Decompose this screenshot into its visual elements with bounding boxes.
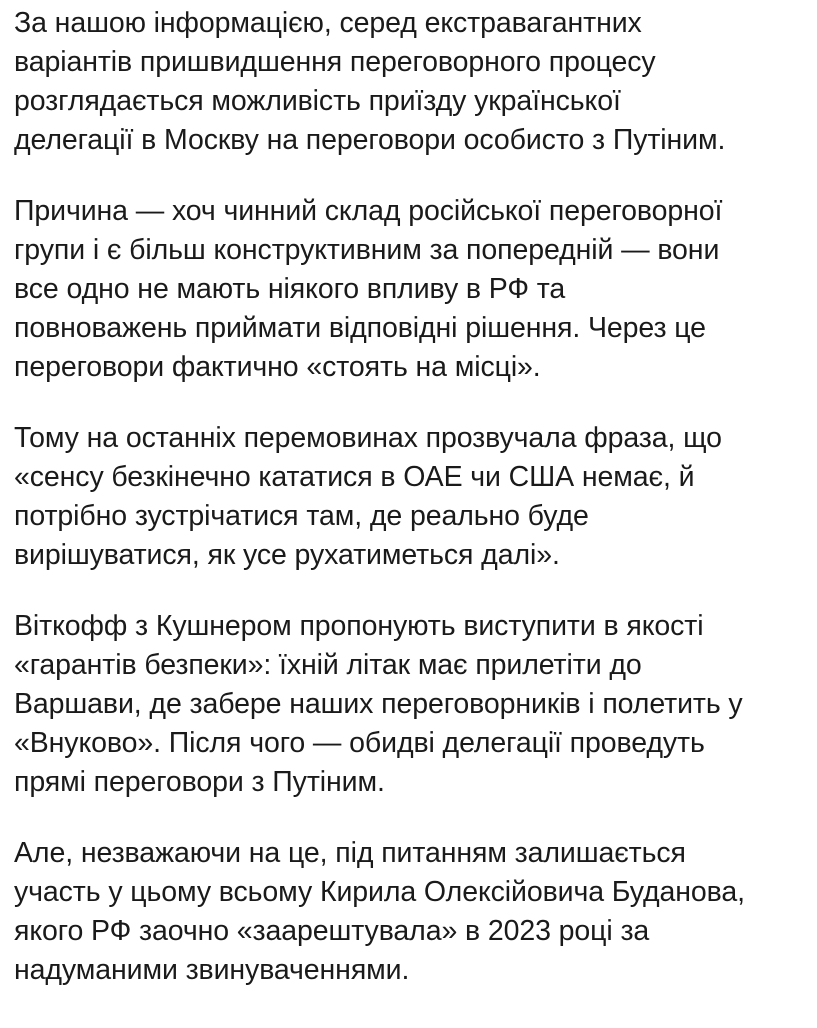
paragraph-3 [14,419,817,575]
text-line: Віткофф з Кушнером пропонують виступити в якості [14,610,704,642]
text-line: надуманими звинуваченнями. [14,954,410,986]
text-line: розглядається можливість приїзду української [14,85,621,117]
paragraph-2 [14,192,817,387]
paragraph-5 [14,834,817,990]
text-line: «Внуково». Після чого — обидві делегації проведуть [14,727,705,759]
paragraph-4 [14,607,817,802]
text-line: Але, незважаючи на це, під питанням залишається [14,837,686,869]
text-line: потрібно зустрічатися там, де реально буде [14,500,589,532]
text-line: За нашою інформацією, серед екстравагантних [14,7,642,39]
text-line: повноважень приймати відповідні рішення. Через це [14,312,706,344]
text-line: все одно не мають ніякого впливу в РФ та [14,273,566,305]
text-line: варіантів пришвидшення переговорного процесу [14,46,656,78]
text-line: якого РФ заочно «заарештувала» в 2023 році за [14,915,650,947]
text-line: переговори фактично «стоять на місці». [14,351,541,383]
text-line: групи і є більш конструктивним за попередній — вони [14,234,720,266]
text-line: «гарантів безпеки»: їхній літак має прилетіти до [14,649,642,681]
paragraph-1 [14,4,817,160]
text-line: прямі переговори з Путіним. [14,766,385,798]
text-line: вирішуватися, як усе рухатиметься далі». [14,539,560,571]
text-line: делегації в Москву на переговори особисто з Путіним. [14,124,726,156]
text-line: Причина — хоч чинний склад російської переговорної [14,195,723,227]
text-line: «сенсу безкінечно кататися в ОАЕ чи США немає, й [14,461,695,493]
text-line: Тому на останніх перемовинах прозвучала фраза, що [14,422,722,454]
text-line: Варшави, де забере наших переговорників і полетить у [14,688,743,720]
text-line: участь у цьому всьому Кирила Олексійовича Буданова, [14,876,745,908]
